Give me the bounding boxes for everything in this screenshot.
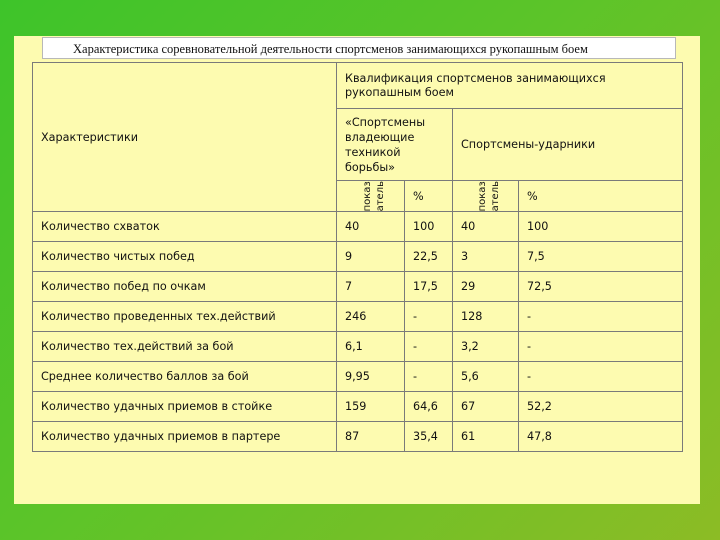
cell-g2-value: 5,6 <box>453 362 519 392</box>
cell-g2-percent: - <box>519 302 683 332</box>
cell-g2-value: 61 <box>453 422 519 452</box>
header-group-wrestlers: «Спортсмены владеющие техникой борьбы» <box>337 109 453 181</box>
header-characteristics: Характеристики <box>33 63 337 212</box>
cell-g1-percent: - <box>405 302 453 332</box>
table-row <box>33 242 683 272</box>
header-qualification: Квалификация спортсменов занимающихся рукопашным боем <box>337 63 683 109</box>
cell-g2-value: 29 <box>453 272 519 302</box>
cell-g1-value: 9,95 <box>337 362 405 392</box>
cell-g1-percent: 64,6 <box>405 392 453 422</box>
cell-g2-percent: 47,8 <box>519 422 683 452</box>
subheader-percent-g1: % <box>405 181 453 212</box>
subheader-count-g1: показ атель <box>337 181 405 212</box>
row-label: Среднее количество баллов за бой <box>33 362 337 392</box>
cell-g2-value: 67 <box>453 392 519 422</box>
cell-g1-value: 40 <box>337 212 405 242</box>
cell-g1-percent: 35,4 <box>405 422 453 452</box>
row-label: Количество чистых побед <box>33 242 337 272</box>
row-label: Количество тех.действий за бой <box>33 332 337 362</box>
cell-g2-value: 40 <box>453 212 519 242</box>
cell-g2-value: 3 <box>453 242 519 272</box>
cell-g2-percent: - <box>519 332 683 362</box>
cell-g2-percent: - <box>519 362 683 392</box>
table-row <box>33 302 683 332</box>
cell-g1-value: 246 <box>337 302 405 332</box>
cell-g1-value: 7 <box>337 272 405 302</box>
cell-g1-percent: 17,5 <box>405 272 453 302</box>
table-row <box>33 422 683 452</box>
slide-title: Характеристика соревновательной деятельности спортсменов занимающихся рукопашным боем <box>42 37 676 59</box>
cell-g1-value: 6,1 <box>337 332 405 362</box>
cell-g1-value: 87 <box>337 422 405 452</box>
cell-g2-percent: 52,2 <box>519 392 683 422</box>
table-row <box>33 272 683 302</box>
cell-g2-percent: 7,5 <box>519 242 683 272</box>
cell-g1-value: 9 <box>337 242 405 272</box>
subheader-count-g2: показ атель <box>453 181 519 212</box>
cell-g1-percent: 22,5 <box>405 242 453 272</box>
table-row <box>33 212 683 242</box>
row-label: Количество проведенных тех.действий <box>33 302 337 332</box>
header-group-strikers: Спортсмены-ударники <box>453 109 683 181</box>
row-label: Количество побед по очкам <box>33 272 337 302</box>
cell-g1-value: 159 <box>337 392 405 422</box>
table-row <box>33 362 683 392</box>
cell-g2-percent: 100 <box>519 212 683 242</box>
cell-g2-value: 3,2 <box>453 332 519 362</box>
cell-g2-value: 128 <box>453 302 519 332</box>
results-table <box>32 62 683 452</box>
table-row <box>33 392 683 422</box>
cell-g1-percent: - <box>405 362 453 392</box>
row-label: Количество схваток <box>33 212 337 242</box>
row-label: Количество удачных приемов в стойке <box>33 392 337 422</box>
cell-g1-percent: 100 <box>405 212 453 242</box>
row-label: Количество удачных приемов в партере <box>33 422 337 452</box>
table-row <box>33 332 683 362</box>
subheader-percent-g2: % <box>519 181 683 212</box>
cell-g2-percent: 72,5 <box>519 272 683 302</box>
cell-g1-percent: - <box>405 332 453 362</box>
